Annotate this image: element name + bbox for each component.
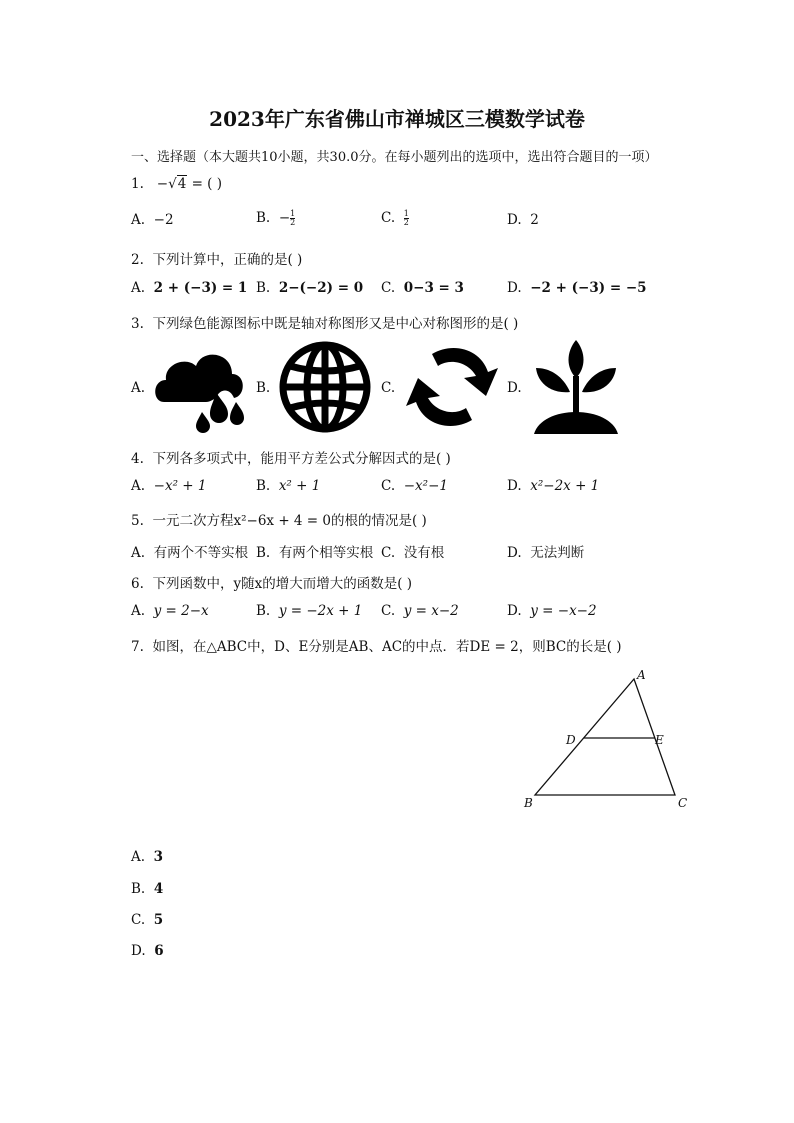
- option-label: D.: [507, 380, 522, 396]
- stem-tail: = ( ): [187, 176, 223, 192]
- option-label: C.: [381, 280, 396, 296]
- cloud-rain-icon: [150, 342, 246, 434]
- option-label: C.: [131, 912, 146, 928]
- option-4-a[interactable]: [131, 478, 206, 494]
- option-text: 无法判断: [530, 545, 585, 561]
- option-label: C.: [381, 603, 396, 619]
- option-label: A.: [131, 545, 146, 561]
- option-label: C.: [381, 478, 396, 494]
- stem-text: 下列函数中，y随x的增大而增大的函数是( ): [152, 576, 413, 592]
- option-3-d[interactable]: [507, 380, 522, 396]
- option-text: y = −2x + 1: [278, 603, 363, 619]
- option-label: C.: [381, 380, 396, 396]
- option-label: D.: [507, 280, 522, 296]
- denominator: 2: [403, 218, 409, 227]
- option-label: D.: [507, 478, 522, 494]
- fraction: [290, 210, 295, 227]
- option-text: x²−2x + 1: [530, 478, 600, 494]
- option-text: 0−3 = 3: [403, 280, 464, 296]
- option-5-b[interactable]: [256, 541, 373, 561]
- option-text: 3: [153, 849, 164, 865]
- option-text: 4: [153, 881, 164, 897]
- option-2-c[interactable]: [381, 280, 464, 296]
- option-1-c[interactable]: [381, 210, 409, 227]
- option-4-c[interactable]: [381, 478, 448, 494]
- option-7-b[interactable]: [131, 881, 163, 897]
- option-text: 有两个相等实根: [278, 545, 374, 561]
- stem-text: 下列各多项式中，能用平方差公式分解因式的是( ): [152, 451, 451, 467]
- sprout-icon: [530, 338, 622, 436]
- option-label: A.: [131, 478, 146, 494]
- vertex-b-label: B: [524, 796, 533, 810]
- option-text: y = x−2: [403, 603, 459, 619]
- option-7-d[interactable]: [131, 943, 164, 959]
- question-5-stem: [131, 509, 427, 529]
- option-label: A.: [131, 603, 146, 619]
- option-3-b[interactable]: [256, 380, 270, 396]
- option-label: B.: [256, 280, 271, 296]
- option-label: B.: [256, 603, 271, 619]
- option-label: B.: [256, 545, 271, 561]
- option-label: A.: [131, 380, 146, 396]
- denominator: 2: [290, 218, 296, 227]
- fraction: [404, 210, 409, 227]
- option-text: y = −x−2: [530, 603, 597, 619]
- question-4-stem: [131, 447, 451, 467]
- option-text: 6: [154, 943, 164, 959]
- option-2-a[interactable]: [131, 280, 247, 296]
- option-6-d[interactable]: [507, 603, 597, 619]
- option-4-b[interactable]: [256, 478, 320, 494]
- option-label: B.: [256, 380, 271, 396]
- option-7-a[interactable]: [131, 849, 163, 865]
- option-5-d[interactable]: [507, 541, 584, 561]
- option-label: C.: [381, 210, 396, 226]
- option-label: D.: [131, 943, 146, 959]
- option-4-d[interactable]: [507, 478, 599, 494]
- option-text: 5: [153, 912, 164, 928]
- vertex-a-label: A: [637, 668, 646, 682]
- question-number: 3.: [131, 316, 144, 332]
- page-title: 2023年广东省佛山市禅城区三模数学试卷: [209, 107, 585, 131]
- option-1-b[interactable]: [256, 210, 295, 227]
- section-heading: 一、选择题（本大题共10小题，共30.0分。在每小题列出的选项中，选出符合题目的一项）: [131, 150, 658, 165]
- question-3-stem: [131, 312, 518, 332]
- option-text: −x² + 1: [153, 478, 207, 494]
- question-number: 1.: [131, 176, 144, 192]
- option-6-c[interactable]: [381, 603, 459, 619]
- minus-sign: −: [156, 176, 169, 192]
- minus-sign: −: [278, 210, 291, 226]
- question-1-stem: 1. −√4 = ( ): [131, 176, 223, 192]
- recycle-arrows-icon: [402, 340, 502, 434]
- option-3-c[interactable]: [381, 380, 395, 396]
- option-7-c[interactable]: [131, 912, 163, 928]
- option-3-a[interactable]: [131, 380, 145, 396]
- question-number: 5.: [131, 513, 144, 529]
- triangle-abc: [535, 679, 675, 795]
- question-number: 2.: [131, 252, 144, 268]
- option-label: D.: [507, 212, 522, 228]
- option-text: y = 2−x: [153, 603, 209, 619]
- option-label: B.: [256, 478, 271, 494]
- question-6-stem: [131, 572, 412, 592]
- option-label: A.: [131, 280, 146, 296]
- option-text: 2−(−2) = 0: [278, 280, 364, 296]
- option-1-a[interactable]: [131, 212, 174, 228]
- option-1-d[interactable]: [507, 212, 539, 228]
- numerator: 1: [403, 209, 409, 218]
- option-label: D.: [507, 545, 522, 561]
- option-label: B.: [131, 881, 146, 897]
- stem-text: 下列计算中，正确的是( ): [152, 252, 303, 268]
- option-text: −2 + (−3) = −5: [530, 280, 647, 296]
- stem-text: 一元二次方程x²−6x + 4 = 0的根的情况是( ): [152, 513, 427, 529]
- option-text: 有两个不等实根: [153, 545, 249, 561]
- option-text: 没有根: [403, 545, 445, 561]
- sqrt-radicand: 4: [177, 176, 187, 192]
- option-5-a[interactable]: [131, 541, 248, 561]
- option-2-b[interactable]: [256, 280, 363, 296]
- stem-text: 如图，在△ABC中，D、E分别是AB、AC的中点．若DE = 2，则BC的长是( ): [152, 639, 622, 655]
- point-d-label: D: [566, 733, 576, 747]
- option-text: −x²−1: [403, 478, 448, 494]
- stem-text: 下列绿色能源图标中既是轴对称图形又是中心对称图形的是( ): [152, 316, 519, 332]
- option-label: B.: [256, 210, 271, 226]
- option-label: D.: [507, 603, 522, 619]
- option-6-a[interactable]: [131, 603, 209, 619]
- option-text: x² + 1: [278, 478, 321, 494]
- option-label: A.: [131, 849, 146, 865]
- option-label: A.: [131, 212, 146, 228]
- numerator: 1: [290, 209, 296, 218]
- globe-icon: [278, 340, 372, 434]
- question-number: 6.: [131, 576, 144, 592]
- vertex-c-label: C: [678, 796, 688, 810]
- option-label: C.: [381, 545, 396, 561]
- question-number: 7.: [131, 639, 144, 655]
- option-6-b[interactable]: [256, 603, 362, 619]
- option-text: 2 + (−3) = 1: [153, 280, 248, 296]
- option-text: −2: [153, 212, 174, 228]
- question-7-stem: [131, 635, 622, 655]
- question-2-stem: [131, 248, 302, 268]
- triangle-figure: [515, 664, 695, 814]
- option-text: 2: [530, 212, 539, 228]
- point-e-label: E: [655, 733, 664, 747]
- option-5-c[interactable]: [381, 541, 444, 561]
- option-2-d[interactable]: [507, 280, 647, 296]
- question-number: 4.: [131, 451, 144, 467]
